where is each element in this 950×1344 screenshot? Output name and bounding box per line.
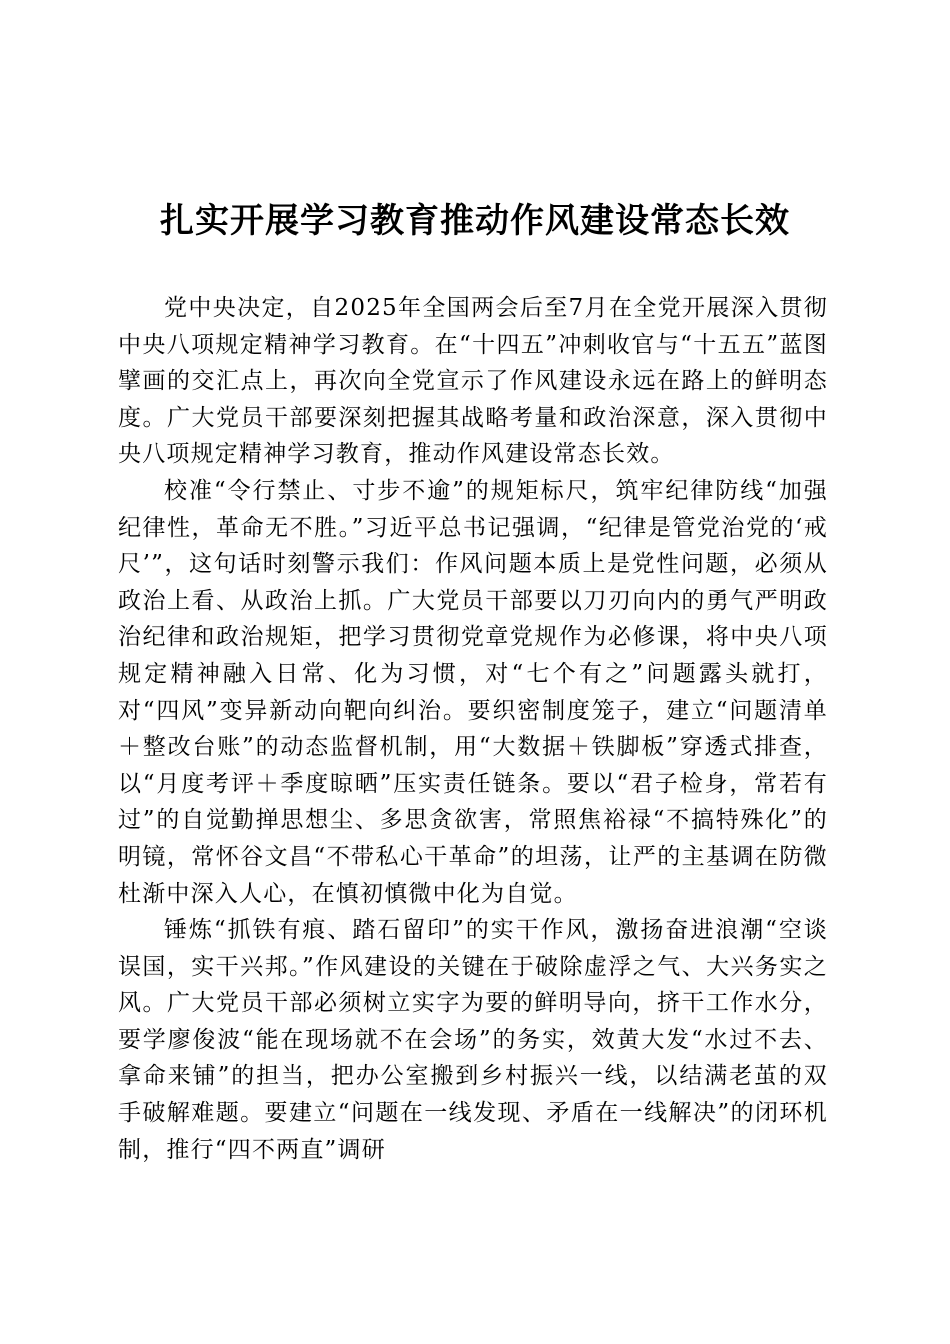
- document-title: 扎实开展学习教育推动作风建设常态长效: [160, 201, 790, 241]
- paragraph-work-style: 锤炼“抓铁有痕、踏石留印”的实干作风，激扬奋进浪潮“空谈误国，实干兴邦。”作风建设的关键在于破除虚浮之气、大兴务实之风。广大党员干部必须树立实字为要的鲜明导向，挤干工作水分，要学廖俊波“能在现场就不在会场”的务实，效黄大发“水过不去、拿命来铺”的担当，把办公室搬到乡村振兴一线，以结满老茧的双手破解难题。要建立“问题在一线发现、矛盾在一线解决”的闭环机制，推行“四不两直”调研: [118, 917, 828, 1163]
- paragraph-discipline: 校准“令行禁止、寸步不逾”的规矩标尺，筑牢纪律防线“加强纪律性，革命无不胜。”习近平总书记强调，“纪律是管党治党的‘戒尺’”，这句话时刻警示我们：作风问题本质上是党性问题，必须从政治上看、从政治上抓。广大党员干部要以刀刃向内的勇气严明政治纪律和政治规矩，把学习贯彻党章党规作为必修课，将中央八项规定精神融入日常、化为习惯，对“七个有之”问题露头就打，对“四风”变异新动向靶向纠治。要织密制度笼子，建立“问题清单＋整改台账”的动态监督机制，用“大数据＋铁脚板”穿透式排查，以“月度考评＋季度晾晒”压实责任链条。要以“君子检身，常若有过”的自觉勤掸思想尘、多思贪欲害，常照焦裕禄“不搞特殊化”的明镜，常怀谷文昌“不带私心干革命”的坦荡，让严的主基调在防微杜渐中深入人心，在慎初慎微中化为自觉。: [118, 477, 828, 907]
- paragraph-intro: 党中央决定，自2025年全国两会后至7月在全党开展深入贯彻中央八项规定精神学习教育。在“十四五”冲刺收官与“十五五”蓝图擘画的交汇点上，再次向全党宣示了作风建设永远在路上的鲜明态度。广大党员干部要深刻把握其战略考量和政治深意，深入贯彻中央八项规定精神学习教育，推动作风建设常态长效。: [118, 295, 828, 468]
- document-body: [118, 290, 828, 1168]
